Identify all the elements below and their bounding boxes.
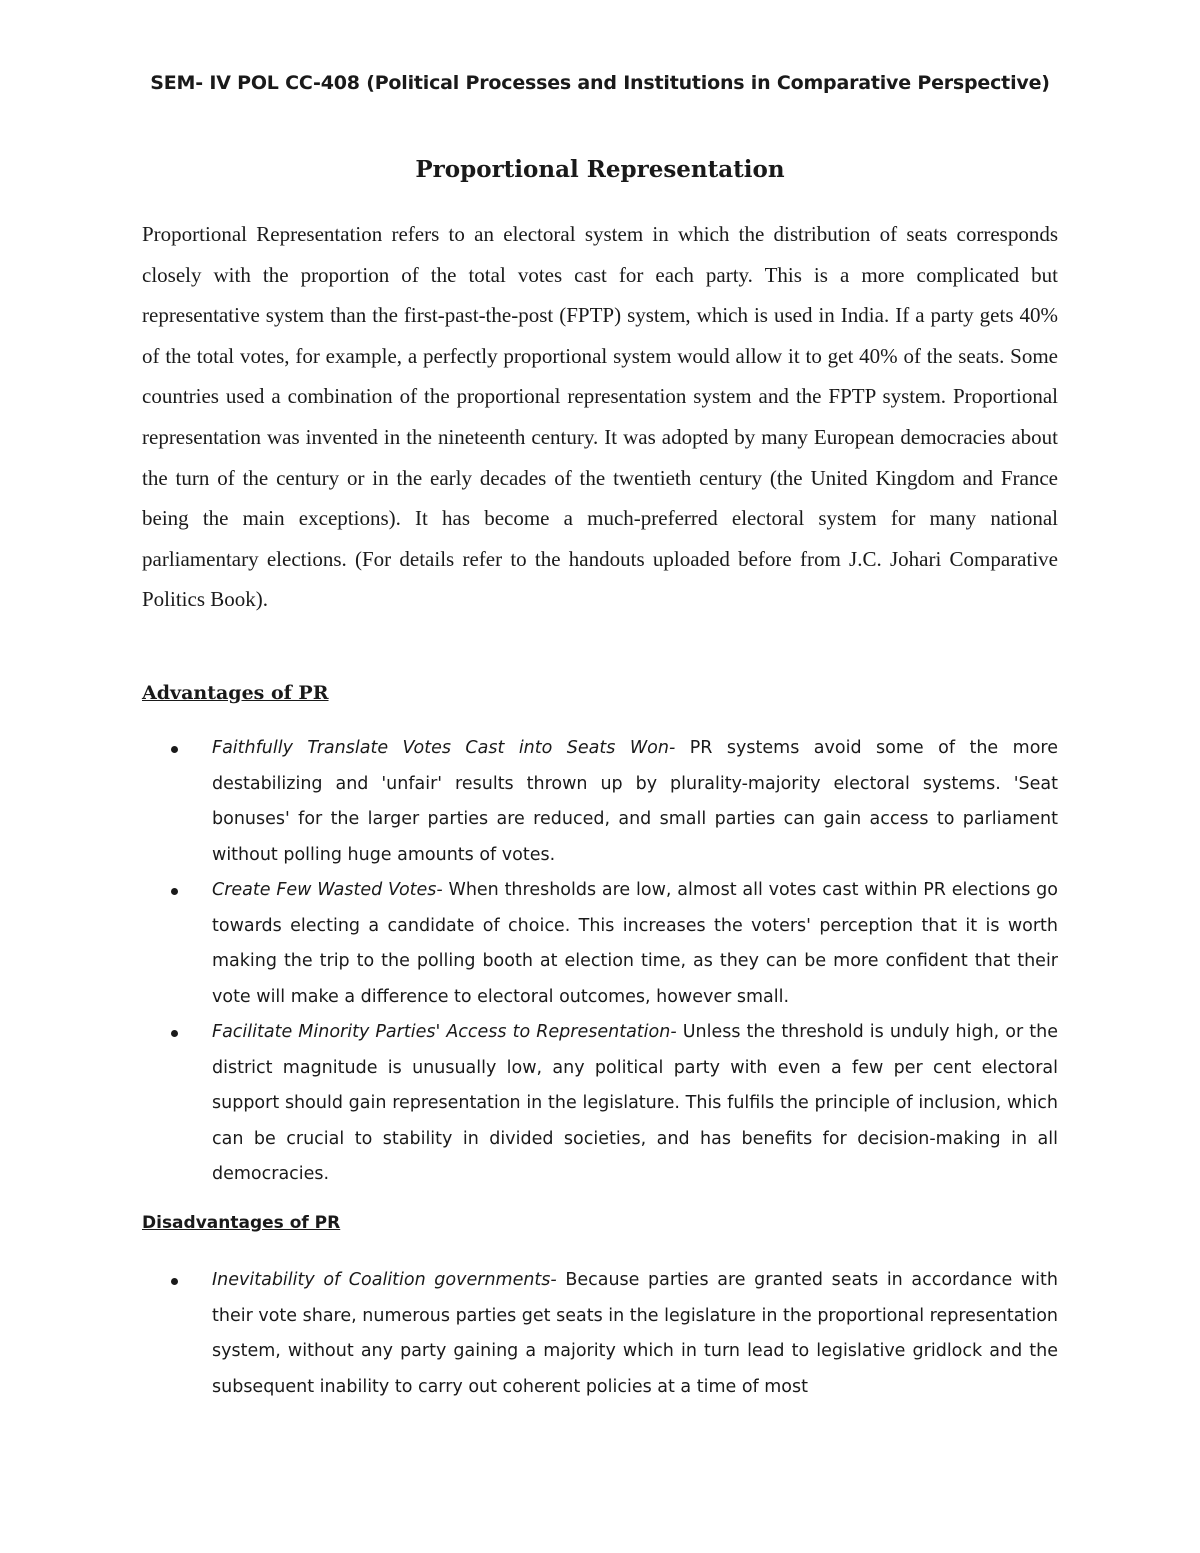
bullet-icon xyxy=(171,888,178,895)
document-title: Proportional Representation xyxy=(415,156,785,183)
intro-paragraph: Proportional Representation refers to an electoral system in which the distribution of seats corresponds closely with the proportion of the total votes cast for each party. This is a more complicated but representative system than the first-past-the-post (FPTP) system, which is used in India. If a party gets 40% of the total votes, for example, a perfectly proportional system would allow it to get 40% of the seats. Some countries used a combination of the proportional representation system and the FPTP system. Proportional representation was invented in the nineteenth century. It was adopted by many European democracies about the turn of the century or in the early decades of the twentieth century (the United Kingdom and France being the main exceptions). It has become a much-preferred electoral system for many national parliamentary elections. (For details refer to the handouts uploaded before from J.C. Johari Comparative Politics Book). xyxy=(142,222,1058,612)
item-text: Because parties are granted seats in accordance with their vote share, numerous parties get seats in the legislature in the proportional representation system, without any party gaining a majority which in turn lead to legislative gridlock and the subsequent inability to carry out coherent policies at a time of most xyxy=(212,1270,1058,1397)
advantages-heading: Advantages of PR xyxy=(142,682,329,704)
bullet-icon xyxy=(171,746,178,753)
item-title: Facilitate Minority Parties' Access to Representation- xyxy=(212,1022,677,1042)
bullet-icon xyxy=(171,1278,178,1285)
item-text: When thresholds are low, almost all votes cast within PR elections go towards electing a candidate of choice. This increases the voters' perception that it is worth making the trip to the polling booth at election time, as they can be more confident that their vote will make a difference to electoral outcomes, however small. xyxy=(212,880,1058,1007)
list-item xyxy=(212,1263,1058,1405)
item-title: Faithfully Translate Votes Cast into Seats Won- xyxy=(212,738,676,758)
item-text: Unless the threshold is unduly high, or the district magnitude is unusually low, any political party with even a few per cent electoral support should gain representation in the legislature. This fulfils the principle of inclusion, which can be crucial to stability in divided societies, and has benefits for decision-making in all democracies. xyxy=(212,1022,1058,1184)
list-item xyxy=(212,731,1058,873)
item-title: Inevitability of Coalition governments- xyxy=(212,1270,557,1290)
item-text: PR systems avoid some of the more destabilizing and 'unfair' results thrown up by plurality-majority electoral systems. 'Seat bonuses' for the larger parties are reduced, and small parties can gain access to parliament without polling huge amounts of votes. xyxy=(212,738,1058,865)
list-item xyxy=(212,1015,1058,1193)
item-title: Create Few Wasted Votes- xyxy=(212,880,443,900)
disadvantages-heading: Disadvantages of PR xyxy=(142,1213,341,1233)
course-header: SEM- IV POL CC-408 (Political Processes and Institutions in Comparative Perspective) xyxy=(150,72,1050,94)
disadvantages-list xyxy=(212,1263,1058,1405)
advantages-list xyxy=(212,731,1058,1193)
list-item xyxy=(212,873,1058,1015)
bullet-icon xyxy=(171,1030,178,1037)
